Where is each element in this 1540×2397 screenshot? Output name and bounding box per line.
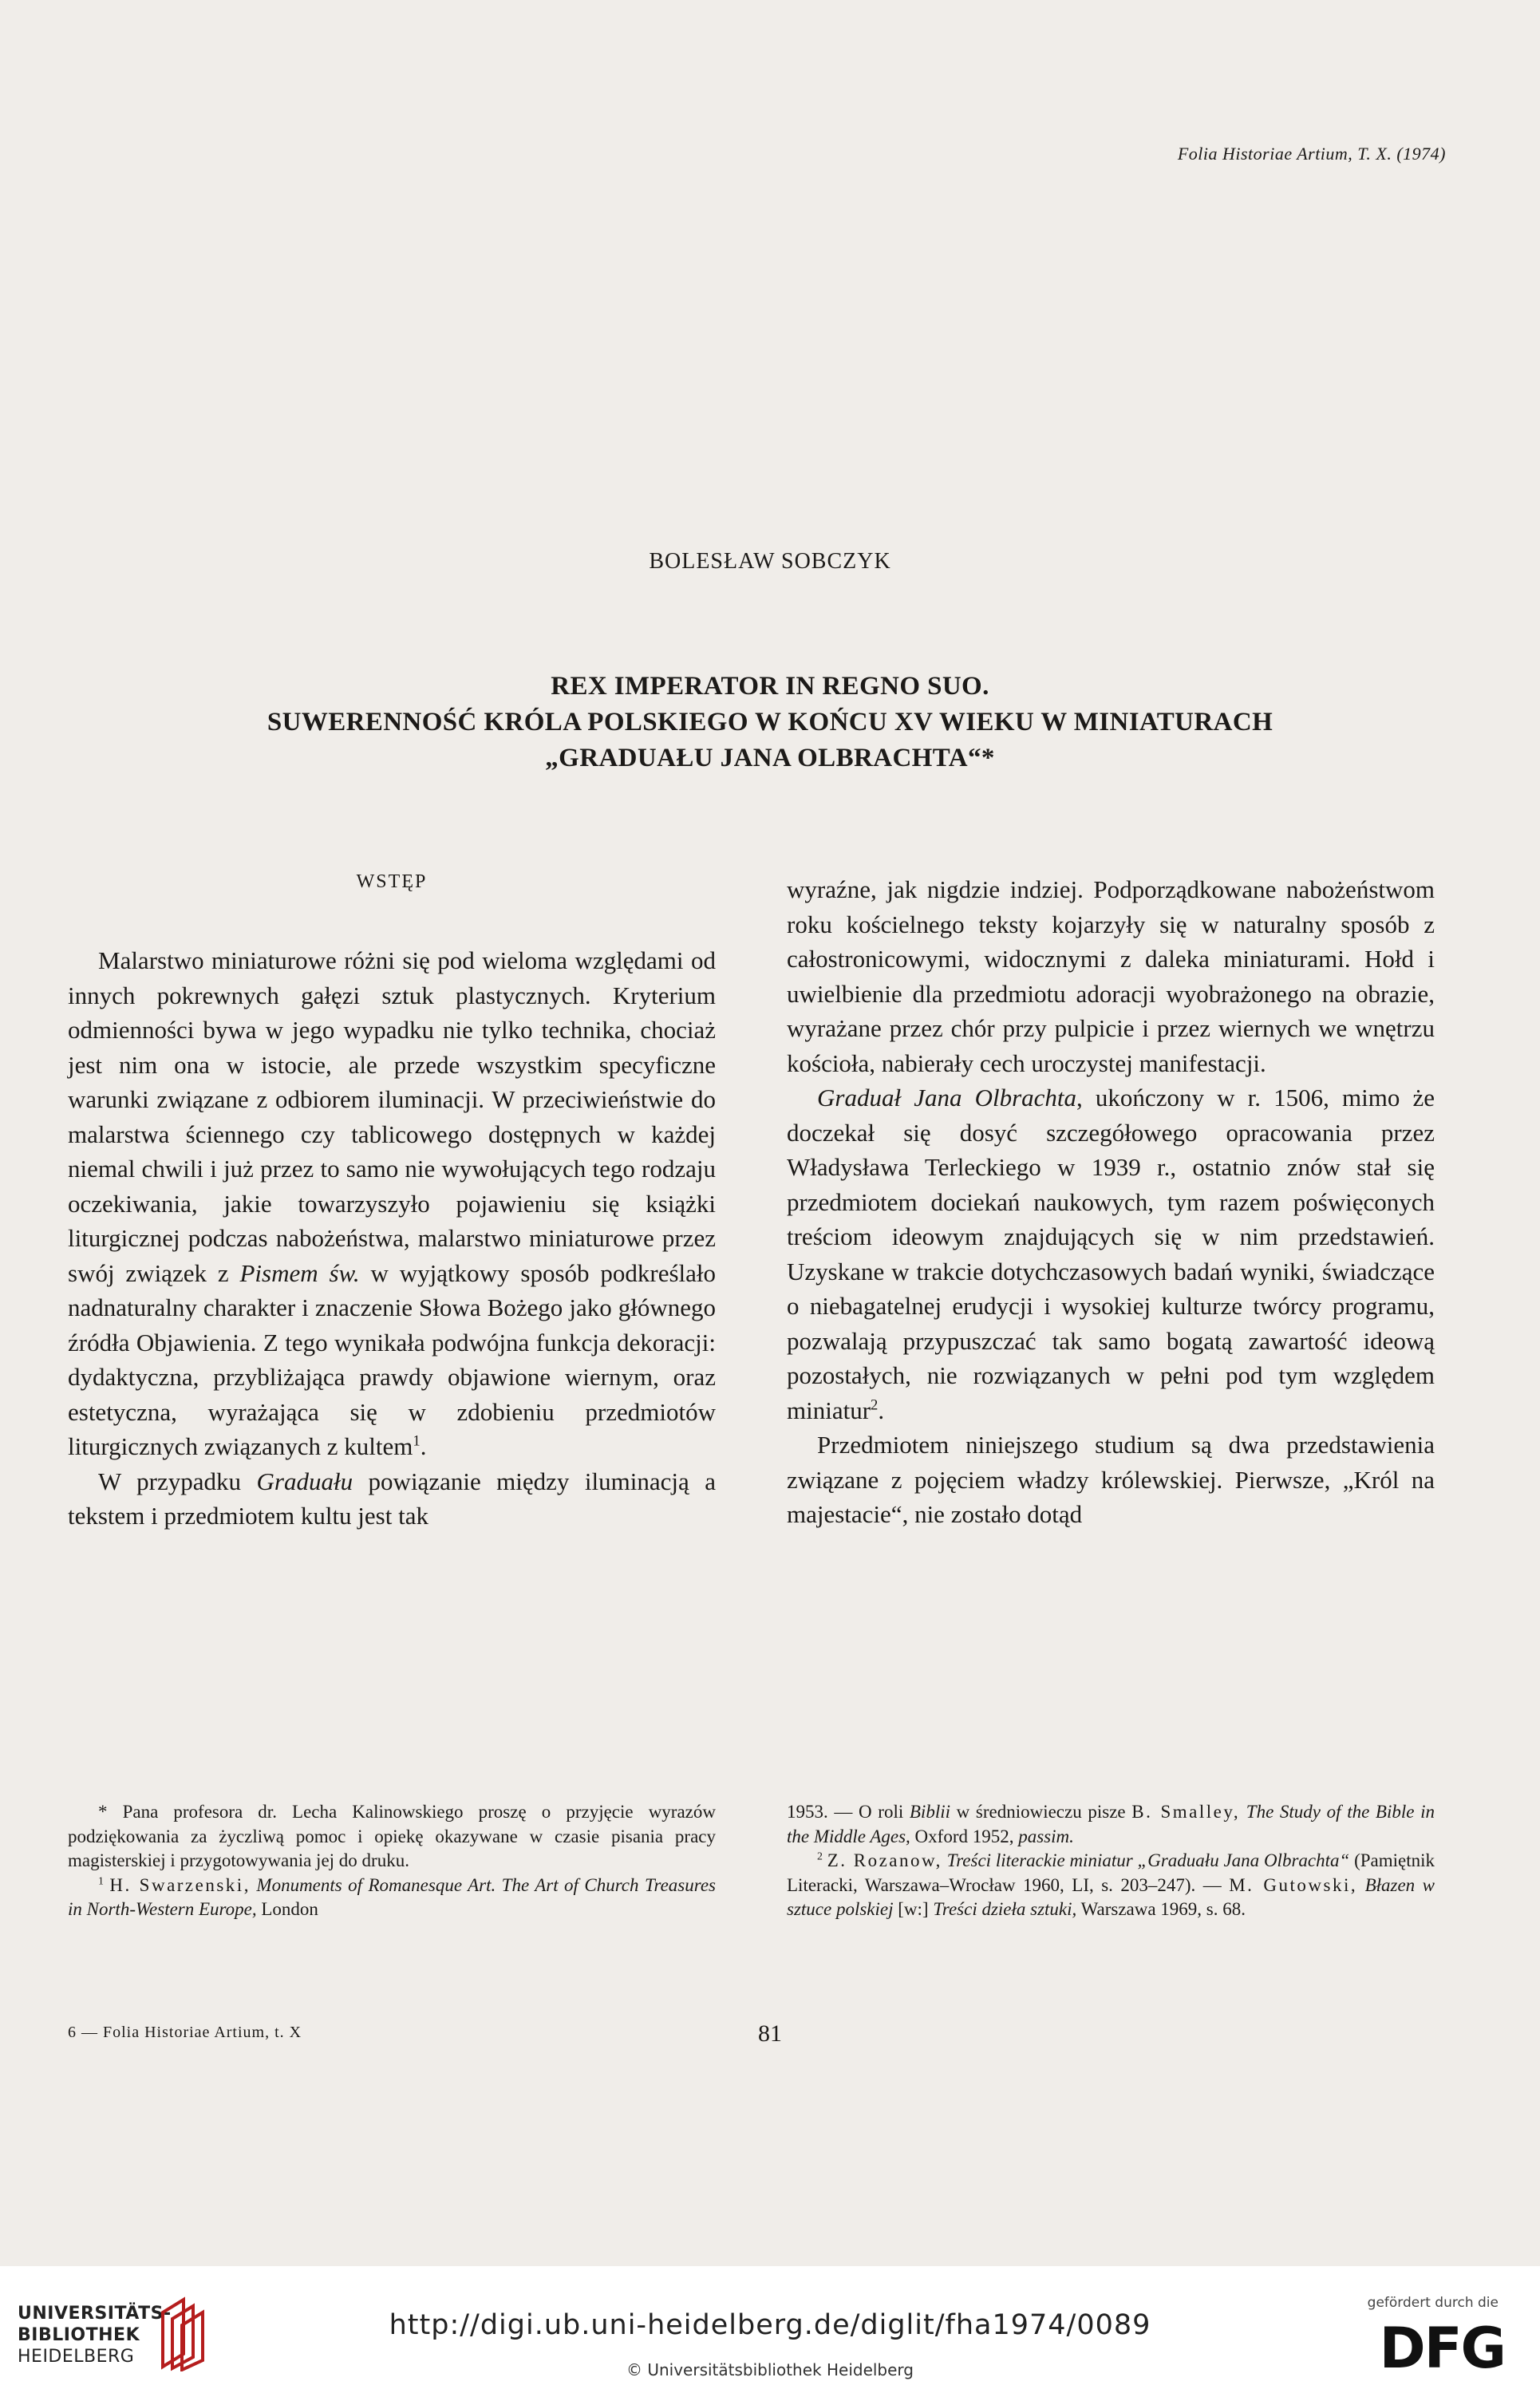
title-line-3: „GRADUAŁU JANA OLBRACHTA“* <box>545 744 995 772</box>
printer-signature: 6 — Folia Historiae Artium, t. X <box>68 2024 302 2041</box>
footnote-1-continued: 1953. — O roli Biblii w średniowieczu pisze B. Smalley, The Study of the Bible in the Middle Ages, Oxford 1952, passim. <box>787 1802 1435 1846</box>
section-heading: WSTĘP <box>356 871 428 892</box>
footnote-ref[interactable]: 1 <box>413 1432 421 1450</box>
paragraph: Przedmiotem niniejszego studium są dwa przedstawienia związane z pojęciem władzy królewskiej. Pierwsze, „Król na majestacie“, nie zostało dotąd <box>787 1431 1435 1528</box>
dfg-logo[interactable]: DFG <box>1379 2316 1505 2381</box>
paragraph: W przypadku Graduału powiązanie między iluminacją a tekstem i przedmiotem kultu jest tak <box>68 1467 716 1530</box>
funded-by-label: gefördert durch die <box>1367 2295 1499 2311</box>
running-header: Folia Historiae Artium, T. X. (1974) <box>1177 144 1446 164</box>
right-column <box>787 872 1435 1532</box>
title-line-2: SUWERENNOŚĆ KRÓLA POLSKIEGO W KOŃCU XV WIEKU W MINIATURACH <box>267 708 1273 736</box>
footnote-star: * Pana profesora dr. Lecha Kalinowskiego proszę o przyjęcie wyrazów podziękowania za życzliwą pomoc i opiekę okazywane w czasie pisania pracy magisterskiej i przygotowywania jej do druku. <box>68 1802 716 1870</box>
library-name[interactable]: UNIVERSITÄTS- BIBLIOTHEK HEIDELBERG <box>18 2304 172 2367</box>
copyright-notice: © Universitätsbibliothek Heidelberg <box>626 2360 914 2379</box>
document-url-link[interactable]: http://digi.ub.uni-heidelberg.de/diglit/fha1974/0089 <box>389 2309 1151 2341</box>
footnotes-left <box>68 1800 716 1922</box>
footnote-ref[interactable]: 2 <box>871 1396 879 1414</box>
paragraph: wyraźne, jak nigdzie indziej. Podporządkowane nabożeństwom roku kościelnego teksty kojarzyły się w naturalny sposób z całostronicowymi, widocznymi z daleka miniaturami. Hołd i uwielbienie dla przedmiotu adoracji wyobrażonego na obrazie, wyrażane przez chór przy pulpicie i przez wiernych we wnętrzu kościoła, nabierały cech uroczystej manifestacji. <box>787 875 1435 1077</box>
article-title <box>80 669 1460 776</box>
footnote-1: $^1$ H. Swarzenski, Monuments of Romanesque Art. The Art of Church Treasures in North-Western Europe, London <box>68 1874 717 1919</box>
paragraph: Malarstwo miniaturowe różni się pod wieloma względami od innych pokrewnych gałęzi sztuk plastycznych. Kryterium odmienności bywa w jego wypadku nie tylko technika, chociaż jest nim ona w istocie, ale przede wszystkim specyficzne warunki związane z odbiorem iluminacji. W przeciwieństwie do malarstwa ściennego czy tablicowego dostępnych w każdej niemal chwili i już przez to samo nie wywołujących tego rodzaju oczekiwania, jakie towarzyszyło pojawieniu się książki liturgicznej podczas nabożeństwa, malarstwo miniaturowe przez swój związek z Pismem św. w wyjątkowy sposób podkreślało nadnaturalny charakter i znaczenie Słowa Bożego jako głównego źródła Objawienia. Z tego wynikała podwójna funkcja dekoracji: dydaktyczna, przybliżająca prawdy objawione wiernym, oraz estetyczna, wyrażająca się w zdobieniu przedmiotów liturgicznych związanych z kultem$^1$. <box>68 946 716 1460</box>
page-number: 81 <box>758 2020 782 2047</box>
paragraph: Graduał Jana Olbrachta, ukończony w r. 1506, mimo że doczekał się dosyć szczegółowego opracowania przez Władysława Terleckiego w 1939 r., ostatnio znów stał się przedmiotem dociekań naukowych, tym razem poświęconych treściom ideowym znajdujących się w nim przedstawień. Uzyskane w trakcie dotychczasowych badań wyniki, świadczące o niebagatelnej erudycji i wysokiej kulturze twórcy programu, pozwalają przypuszczać tak samo bogatą zawartość ideową pozostałych, nie rozwiązanych w pełni pod tym względem miniatur$^2$. <box>787 1084 1435 1424</box>
title-line-1: REX IMPERATOR IN REGNO SUO. <box>551 672 989 701</box>
footer-bar <box>0 2266 1540 2397</box>
footnotes-right <box>787 1800 1435 1922</box>
footnote-2: $^2$ Z. Rozanow, Treści literackie miniatur „Graduału Jana Olbrachta“ (Pamiętnik Literacki, Warszawa–Wrocław 1960, LI, s. 203–247). — M. Gutowski, Błazen w sztuce polskiej [w:] Treści dzieła sztuki, Warszawa 1969, s. 68. <box>787 1850 1435 1919</box>
author-name: BOLESŁAW SOBCZYK <box>649 549 891 574</box>
left-column <box>68 943 716 1534</box>
